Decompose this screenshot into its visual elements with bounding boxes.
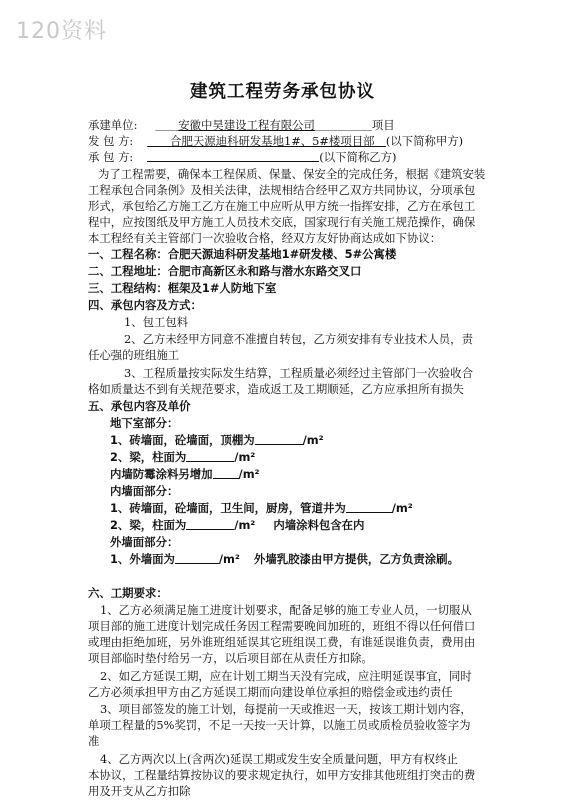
builder-value: 安徽中昊建设工程有限公司 (178, 118, 315, 132)
exterior-item-1 (110, 551, 459, 567)
unit-label: /m² (238, 467, 260, 481)
contractor-label: 承 包 方: (88, 150, 134, 164)
issuer-suffix: (以下简称甲方) (385, 134, 464, 148)
basement-item-2 (110, 449, 255, 465)
price-blank (186, 517, 234, 530)
basement-item-3-text: 内墙防霉涂料另增加 (110, 467, 213, 481)
s4-item-1: 1、包工包料 (124, 315, 189, 329)
issuer-line (88, 133, 463, 149)
interior-item-1-text: 1、砖墙面，砼墙面，卫生间，厨房，管道井为 (110, 501, 346, 515)
interior-item-2 (110, 517, 364, 533)
unit-label: /m² (234, 518, 256, 532)
exterior-item-1-note: 外墙乳胶漆由甲方提供，乙方负责涂刷。 (253, 552, 459, 566)
s6-line: 用及开支从乙方扣除 (88, 784, 191, 798)
document-title: 建筑工程劳务承包协议 (190, 82, 375, 102)
s6-line: 3、项目部签发的施工计划，每提前一天或推迟一天，按该工期计划内容， (100, 702, 472, 716)
exterior-title: 外墙面部分： (110, 535, 179, 549)
s4-item-2-cont: 任心强的班组施工 (88, 348, 180, 362)
unit-label: /m² (218, 552, 240, 566)
basement-item-3 (110, 466, 260, 482)
section-structure: 三、工程结构：框架及1#人防地下室 (88, 281, 277, 295)
contractor-line (88, 149, 397, 165)
s4-item-3: 3、工程质量按实际发生结算，工程质量必须经过主管部门一次验收合 (124, 366, 473, 380)
intro-line: 工程承包合同条例》及相关法律，法规相结合经甲乙双方共同协议，分项承包 (88, 183, 476, 197)
intro-line: 程中，应按图纸及甲方施工人员技术交底，国家现行有关施工规范操作，确保 (88, 215, 476, 229)
issuer-label: 发 包 方: (88, 134, 134, 148)
s6-line: 本协议，工程量结算按协议的要求规定执行，如甲方安排其他班组打突击的费 (88, 768, 476, 782)
contractor-suffix: (以下简称乙方) (319, 150, 397, 164)
s6-line: 乙方必须承担甲方由乙方延误工期而向建设单位承担的赔偿金或违约责任 (88, 685, 453, 699)
intro-line: 为了工程需要，确保本工程保质、保量、保安全的完成任务，根据《建筑安装 (98, 167, 486, 181)
intro-line: 本工程经有关主管部门一次验收合格，经双方友好协商达成如下协议： (88, 231, 442, 245)
builder-fill: ＿＿＿＿＿ (314, 118, 372, 132)
section-6-heading: 六、工期要求： (88, 586, 168, 600)
basement-title: 地下室部分： (110, 416, 179, 430)
basement-item-1 (110, 432, 324, 448)
intro-line: 形式，承包给乙方施工乙方在施工中应听从甲方统一指挥安排，乙方在承包工 (88, 199, 476, 213)
unit-label: /m² (234, 450, 256, 464)
watermark: 120资料 (16, 19, 107, 44)
s6-line: 1、乙方必须满足施工进度计划要求，配备足够的施工专业人员，一切服从 (100, 603, 472, 617)
unit-label: /m² (302, 433, 324, 447)
interior-title: 内墙面部分： (110, 484, 179, 498)
s4-item-2: 2、乙方未经甲方同意不准擅自转包，乙方须安排有专业技术人员，责 (124, 332, 473, 346)
section-5-heading: 五、承包内容及单价 (88, 399, 191, 413)
section-project-name: 一、工程名称：合肥天源迪科研发基地1#研发楼、5#公寓楼 (88, 247, 397, 261)
s6-line: 2、如乙方延误工期，应在计划工期当天没有完成，应注明延误事宜，同时 (100, 669, 472, 683)
s6-line: 准 (88, 734, 100, 748)
interior-item-1 (110, 500, 413, 516)
price-blank (175, 551, 219, 564)
unit-label: /m² (391, 501, 413, 515)
s6-line: 4、乙方两次以上(含两次)延误工期或发生安全质量问题，甲方有权终止 (100, 752, 458, 766)
basement-item-1-text: 1、砖墙面，砼墙面，顶棚为 (110, 433, 255, 447)
builder-prefix: ＿＿ (155, 118, 179, 132)
s6-line: 或理由拒绝加班，另外谁班组延误其它班组误工费，有谁延误谁负责，费用由 (88, 635, 476, 649)
price-blank (213, 466, 239, 479)
price-blank (255, 432, 303, 445)
s4-item-3-cont: 格如质量达不到有关规范要求，造成返工及工期顺延，乙方应承担所有损失 (88, 382, 464, 396)
builder-line (88, 117, 395, 133)
interior-item-2-note: 内墙涂料包含在内 (273, 518, 365, 532)
s6-line: 单项工程量的5%奖罚，不足一天按一天计算，以施工员或质检员验收签字为 (88, 718, 471, 732)
s6-line: 项目部临时垫付给另一方，以后项目部在从责任方扣除。 (88, 651, 373, 665)
s6-line: 项目部的施工进度计划完成任务因工程需要晚间加班的，班组不得以任何借口 (88, 619, 476, 633)
exterior-item-1-text: 1、外墙面为 (110, 552, 175, 566)
section-project-address: 二、工程地址：合肥市高新区永和路与潜水东路交叉口 (88, 264, 362, 278)
basement-item-2-text: 2、梁，柱面为 (110, 450, 187, 464)
builder-label: 承建单位: (88, 118, 138, 132)
builder-suffix: 项目 (371, 118, 395, 132)
interior-item-2-text: 2、梁，柱面为 (110, 518, 187, 532)
issuer-value: ＿＿合肥天源迪科研发基地1#、5#楼项目部＿ (147, 134, 386, 148)
price-blank (346, 500, 392, 513)
contractor-blank (147, 149, 319, 162)
price-blank (186, 449, 234, 462)
section-4-heading: 四、承包内容及方式： (88, 298, 202, 312)
